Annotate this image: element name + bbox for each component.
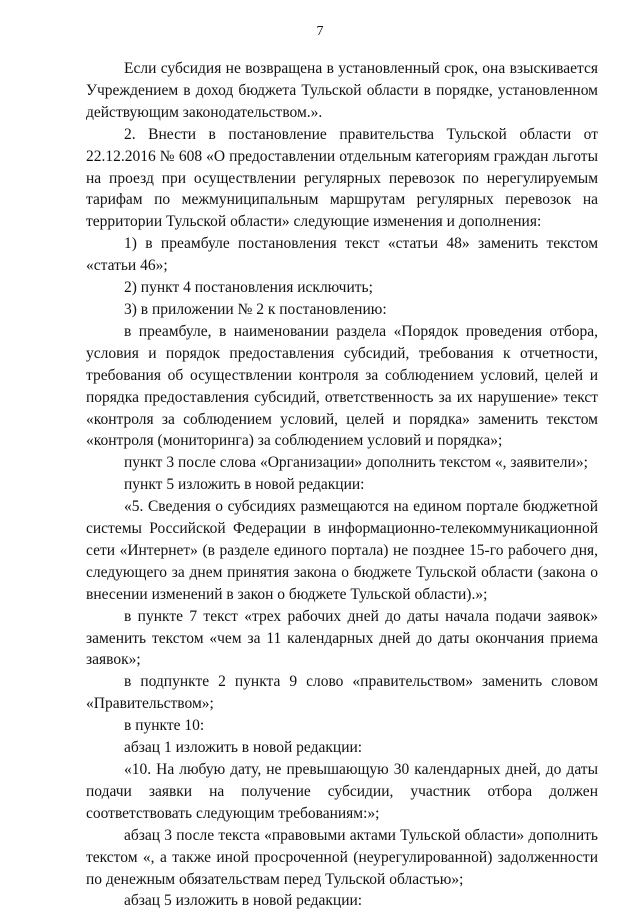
page-number: 7 bbox=[316, 24, 324, 39]
paragraph: 3) в приложении № 2 к постановлению: bbox=[124, 300, 387, 318]
paragraph: в подпункте 2 пункта 9 слово «правительством» заменить словом «Правительством»; bbox=[86, 673, 598, 713]
paragraph: абзац 5 изложить в новой редакции: bbox=[124, 892, 363, 910]
paragraph: абзац 1 изложить в новой редакции: bbox=[124, 739, 363, 757]
paragraph: «5. Сведения о субсидиях размещаются на едином портале бюджетной системы Российской Федерации в информационно-телекоммуникационной сети «Интернет» (в разделе единого портала) не позднее 15-го рабочего дня, следующего за днем принятия закона о бюджете Тульской области (закона о внесении изменений в закон о бюджете Тульской области).»; bbox=[86, 498, 598, 603]
paragraph: в пункте 10: bbox=[124, 717, 205, 735]
paragraph: Если субсидия не возвращена в установленный срок, она взыскивается Учреждением в доход бюджета Тульской области в порядке, установленном действующим законодательством.». bbox=[86, 60, 598, 121]
paragraph: «10. На любую дату, не превышающую 30 календарных дней, до даты подачи заявки на получение субсидии, участник отбора должен соответствовать следующим требованиям:»; bbox=[86, 761, 598, 822]
paragraph: 2) пункт 4 постановления исключить; bbox=[124, 279, 373, 297]
paragraph: 2. Внести в постановление правительства Тульской области от 22.12.2016 № 608 «О предоставлении отдельным категориям граждан льготы на проезд при осуществлении регулярных перевозок по нерегулируемым тарифам по межмуниципальным маршрутам регулярных перевозок на территории Тульской области» следующие изменения и дополнения: bbox=[86, 125, 598, 231]
paragraph: в пункте 7 текст «трех рабочих дней до даты начала подачи заявок» заменить текстом «чем за 11 календарных дней до даты окончания приема заявок»; bbox=[86, 607, 598, 669]
paragraph: пункт 3 после слова «Организации» дополнить текстом «, заявители»; bbox=[124, 454, 588, 472]
document-body bbox=[86, 58, 598, 912]
paragraph: в преамбуле, в наименовании раздела «Порядок проведения отбора, условия и порядок предоставления субсидий, требования к отчетности, требования об осуществлении контроля за соблюдением условий, целей и порядка предоставления субсидий, ответственность за их нарушение» текст «контроля за соблюдением условий, целей и порядка» заменить текстом «контроля (мониторинга) за соблюдением условий и порядка»; bbox=[86, 322, 598, 450]
paragraph: 1) в преамбуле постановления текст «статьи 48» заменить текстом «статьи 46»; bbox=[86, 235, 598, 275]
paragraph: абзац 3 после текста «правовыми актами Тульской области» дополнить текстом «, а также иной просроченной (неурегулированной) задолженности по денежным обязательствам перед Тульской областью»; bbox=[86, 826, 598, 888]
paragraph: пункт 5 изложить в новой редакции: bbox=[124, 476, 365, 494]
